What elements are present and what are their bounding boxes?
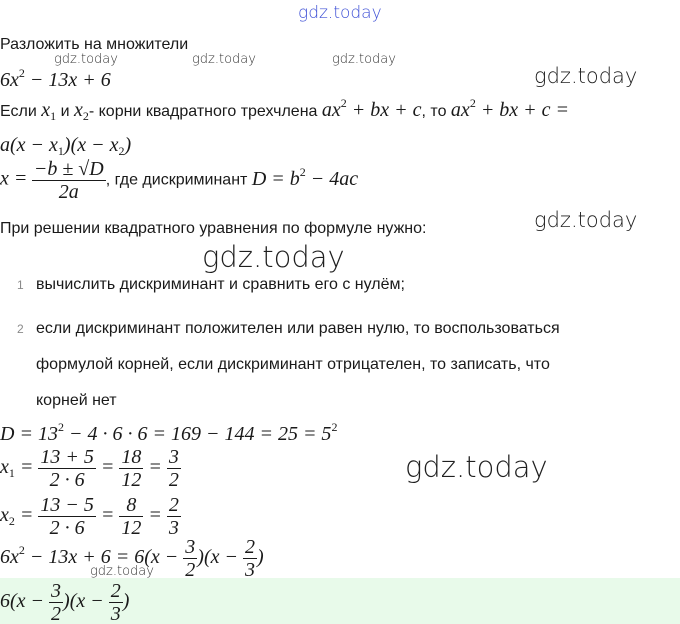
watermark: gdz.today <box>90 564 154 579</box>
fraction-den: 3 <box>110 603 121 624</box>
factorization: $6x^2 - 13x + 6 = 6(x$ − $\frac{3}{2}$ )(x − $\frac{2}{3}$ ) <box>0 536 264 580</box>
root-x1: $x_1$ = $\frac{13 + 5}{2 \cdot 6}$ = $\frac{18}{12}$ = $\frac{3}{2}$ <box>0 446 179 491</box>
fraction-den: 2 <box>51 603 62 624</box>
fraction-den: 3 <box>245 559 255 580</box>
theory-text: и <box>60 103 70 120</box>
answer: 6(x − $\frac{3}{2}$ )(x − $\frac{2}{3}$ ) <box>0 580 130 624</box>
watermark: gdz.today <box>534 64 638 88</box>
task-expression: $6x^2 - 13x + 6$ <box>0 66 111 91</box>
theory-text: Если <box>0 103 37 120</box>
fraction-den: 2 <box>185 559 196 580</box>
watermark-top: gdz.today <box>298 3 382 23</box>
quadratic-formula: x = $\frac{-b \pm √D}{2a}$ , где дискриминант $D = b^2 - 4ac$ <box>0 158 359 203</box>
x1-den: 2 <box>168 469 179 491</box>
x2-den: 2 · 6 <box>49 517 85 539</box>
theory-line: Если $x_1$ и $x_2-$ корни квадратного трехчлена $ax^2$ + bx + c, то $ax^2$ + bx + c = <box>0 96 570 123</box>
list-item: корней нет <box>36 392 117 409</box>
watermark: gdz.today <box>534 208 638 232</box>
x2-den: 3 <box>168 517 179 539</box>
fraction-num: 2 <box>110 580 121 602</box>
list-item: если дискриминант положителен или равен нулю, то воспользоваться <box>36 320 560 337</box>
watermark: gdz.today <box>405 450 548 484</box>
formula-text: , где дискриминант <box>105 171 248 189</box>
x1-den: 12 <box>121 469 142 491</box>
list-number: 2 <box>17 322 24 336</box>
x2-num: 8 <box>119 494 143 517</box>
list-item: формулой корней, если дискриминант отрицателен, то записать, что <box>36 356 550 373</box>
x1-num: 18 <box>121 446 142 468</box>
watermark: gdz.today <box>192 52 256 67</box>
watermark: gdz.today <box>332 52 396 67</box>
x1-den: 2 · 6 <box>49 469 85 491</box>
discriminant-calc: $D = 13^2 - 4 \cdot 6 \cdot 6 = 169 - 144 = 25 = 5^2$ <box>0 420 338 445</box>
fraction-num: 3 <box>51 580 62 602</box>
list-number: 1 <box>17 278 24 292</box>
theory-text: - корни квадратного трехчлена <box>88 103 318 120</box>
fraction-num: 3 <box>185 536 196 558</box>
x2-num: 2 <box>168 494 179 516</box>
x1-num: 13 + 5 <box>40 446 94 468</box>
watermark: gdz.today <box>202 240 345 274</box>
x1-num: 3 <box>168 446 179 468</box>
watermark: gdz.today <box>54 52 118 67</box>
theory-text: , то <box>421 103 447 120</box>
root-x2: $x_2$ = $\frac{13 - 5}{2 \cdot 6}$ = $\frac{8}{12}$ = $\frac{2}{3}$ <box>0 494 179 539</box>
solve-intro: При решении квадратного уравнения по формуле нужно: <box>0 220 427 237</box>
fraction-num: 2 <box>245 536 255 558</box>
x2-den: 12 <box>121 517 142 539</box>
task-heading: Разложить на множители <box>0 36 189 53</box>
x2-num: 13 − 5 <box>40 494 94 516</box>
theory-formula: $a(x - x_1)(x - x_2)$ <box>0 134 132 158</box>
list-item: вычислить дискриминант и сравнить его с нулём; <box>36 276 405 293</box>
